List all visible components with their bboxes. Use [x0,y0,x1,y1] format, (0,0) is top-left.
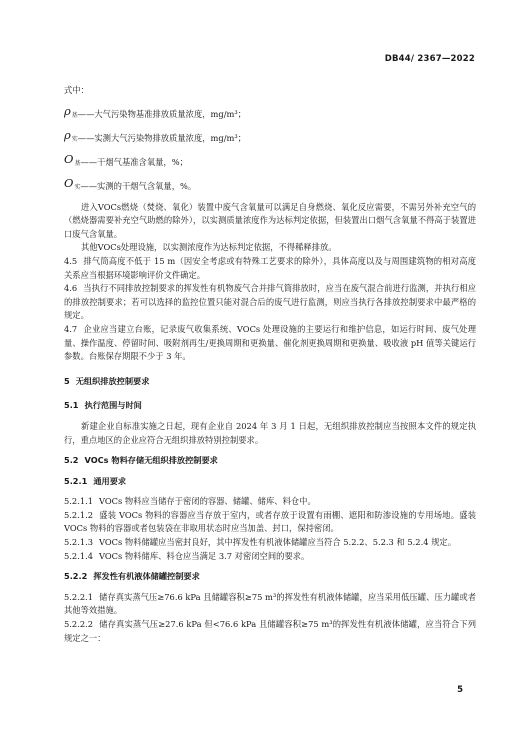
section-5-1-heading: 5.1 执行范围与时间 [64,400,142,411]
clause-5-2-1-3: 5.2.1.3 VOCs 物料储罐应当密封良好，其中挥发性有机液体储罐应当符合 5.2.2、5.2.3 和 5.2.4 规定。 [64,537,457,548]
clause-5-2-2-1: 5.2.2.1 储存真实蒸气压≥76.6 kPa 且储罐容积≥75 m³的挥发性有机液体储罐，应当采用低压罐、压力罐或者其他等效措施。 [64,591,476,616]
symbol: $O_实$ [64,175,81,191]
page-body [64,84,476,645]
intro-label: 式中： [64,85,89,95]
document-code: DB44/ 2367—2022 [384,54,475,64]
clause-4-5: 4.5 排气筒高度不低于 15 m（因安全考虑或有特殊工艺要求的除外），具体高度以及与周围建筑物的相对高度关系应当根据环境影响评价文件确定。 [64,255,476,280]
definition-rho-base [64,98,476,122]
definition-o-measured [64,170,476,194]
paragraph: 其他VOCs处理设施，以实测浓度作为达标判定依据，不得稀释排放。 [81,242,337,253]
symbol: $\rho_基$ [64,103,78,119]
section-5-2-2-heading: 5.2.2 挥发性有机液体储罐控制要求 [64,571,200,582]
definition-text: ——干烟气基准含氧量，%； [80,157,188,167]
section-5-heading: 5 无组织排放控制要求 [64,375,150,386]
clause-5-2-1-2: 5.2.1.2 盛装 VOCs 物料的容器应当存放于室内，或者存放于设置有雨棚、遮阳和防渗设施的专用场地。盛装 VOCs 物料的容器或者包装袋在非取用状态时应当加盖、封口，保持密闭。 [64,509,476,534]
definition-rho-measured [64,122,476,146]
section-5-2-heading: 5.2 VOCs 物料存储无组织排放控制要求 [64,455,218,466]
section-5-2-1-heading: 5.2.1 通用要求 [64,475,127,486]
clause-4-6: 4.6 当执行不同排放控制要求的挥发性有机物废气合并排气筒排放时，应当在废气混合前进行监测，并执行相应的排放控制要求；若可以选择的监控位置只能对混合后的废气进行监测，则应当执行各排放控制要求中最严格的规定。 [64,283,476,321]
paragraph: 进入VOCs燃烧（焚烧、氧化）装置中废气含氧量可以满足自身燃烧、氧化反应需要，不需另外补充空气的（燃烧器需要补充空气助燃的除外），以实测质量浓度作为达标判定依据，但装置出口烟气含氧量不得高于装置进口废气含氧量。 [64,201,476,239]
clause-5-2-1-4: 5.2.1.4 VOCs 物料储库、料仓应当满足 3.7 对密闭空间的要求。 [64,550,310,561]
clause-4-7: 4.7 企业应当建立台账，记录废气收集系统、VOCs 处理设施的主要运行和维护信息，如运行时间、废气处理量、操作温度、停留时间、吸附剂再生/更换周期和更换量、催化剂更换周期和更换量、吸收液 pH 值等关键运行参数。台账保存期限不少于 3 年。 [64,323,476,362]
symbol: $O_基$ [64,151,81,167]
definition-text: ——实测大气污染物排放质量浓度，mg/m³； [77,133,246,143]
clause-5-2-2-2: 5.2.2.2 储存真实蒸气压≥27.6 kPa 但<76.6 kPa 且储罐容积≥75 m³的挥发性有机液体储罐，应当符合下列规定之一： [64,619,476,643]
page-number: 5 [457,685,463,695]
symbol: $\rho_实$ [64,127,78,143]
clause-5-2-1-1: 5.2.1.1 VOCs 物料应当储存于密闭的容器、储罐、储库、料仓中。 [64,496,316,507]
definition-text: ——实测的干烟气含氧量，%。 [80,181,197,191]
definition-text: ——大气污染物基准排放质量浓度，mg/m³； [77,109,246,119]
definition-o-base [64,146,476,170]
paragraph: 新建企业自标准实施之日起，现有企业自 2024 年 3 月 1 日起，无组织排放控制应当按照本文件的规定执行，重点地区的企业应符合无组织排放特别控制要求。 [64,420,476,445]
